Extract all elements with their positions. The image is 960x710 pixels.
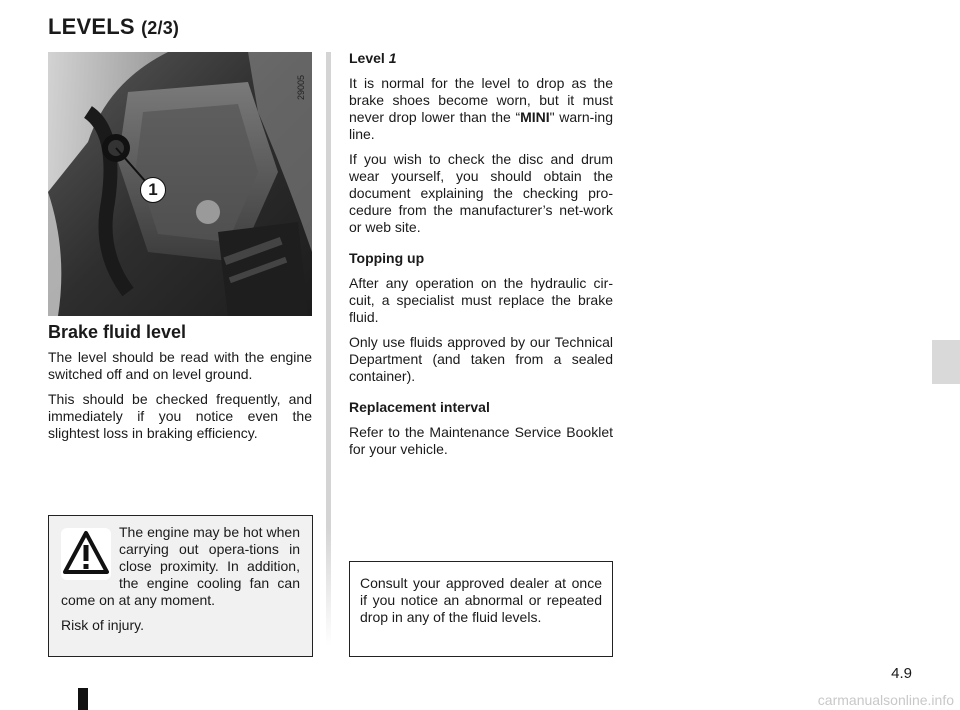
level-heading-prefix: Level xyxy=(349,50,389,66)
warning-risk-text: Risk of injury. xyxy=(61,617,144,633)
warning-box xyxy=(48,515,313,657)
level-heading xyxy=(349,50,613,67)
page-number: 4.9 xyxy=(891,665,912,682)
right-column-text xyxy=(349,50,613,466)
note-box xyxy=(349,561,613,657)
topping-up-paragraph: Only use fluids approved by our Technical Department (and taken from a sealed container). xyxy=(349,334,613,384)
photo-reference-code: 29005 xyxy=(296,74,306,100)
brake-fluid-text xyxy=(48,349,312,450)
mini-mark-label: MINI xyxy=(520,109,550,125)
note-text: Consult your approved dealer at once if you notice an abnormal or repeated drop in any of the fluid levels. xyxy=(360,575,602,625)
corner-mark xyxy=(78,688,88,710)
chapter-tab xyxy=(932,340,960,384)
level-text-after: " warn-ing line. xyxy=(349,109,613,142)
watermark: carmanualsonline.info xyxy=(817,692,954,708)
engine-bay-illustration xyxy=(48,52,312,316)
column-divider xyxy=(326,52,331,646)
brake-fluid-paragraph: This should be checked frequently, and immediately if you notice even the slightest loss in braking efficiency. xyxy=(48,391,312,441)
replacement-paragraph: Refer to the Maintenance Service Booklet for your vehicle. xyxy=(349,424,613,457)
level-number: 1 xyxy=(388,50,397,66)
level-paragraph xyxy=(349,75,613,143)
level-text-before: It is normal for the level to drop as the brake shoes become worn, but it must never drop lower than the “ xyxy=(349,75,613,125)
brake-fluid-heading: Brake fluid level xyxy=(48,322,187,342)
topping-up-heading: Topping up xyxy=(349,250,425,266)
engine-bay-photo xyxy=(48,52,312,316)
warning-triangle-icon xyxy=(61,528,111,580)
brake-fluid-paragraph: The level should be read with the engine switched off and on level ground. xyxy=(48,349,312,382)
page-title xyxy=(48,14,179,40)
warning-text: The engine may be hot when carrying out opera-tions in close proximity. In addition, the engine cooling fan can come on at any moment. xyxy=(61,524,300,608)
page-title-text: LEVELS xyxy=(48,14,135,39)
topping-up-paragraph: After any operation on the hydraulic cir-cuit, a specialist must replace the brake fluid. xyxy=(349,275,613,325)
replacement-heading: Replacement interval xyxy=(349,399,490,415)
callout-marker-1: 1 xyxy=(140,177,166,203)
page-title-part: (2/3) xyxy=(141,18,180,38)
level-paragraph: If you wish to check the disc and drum wear yourself, you should obtain the document explaining the checking pro-cedure from the manufacturer’s net-work or web site. xyxy=(349,151,613,235)
